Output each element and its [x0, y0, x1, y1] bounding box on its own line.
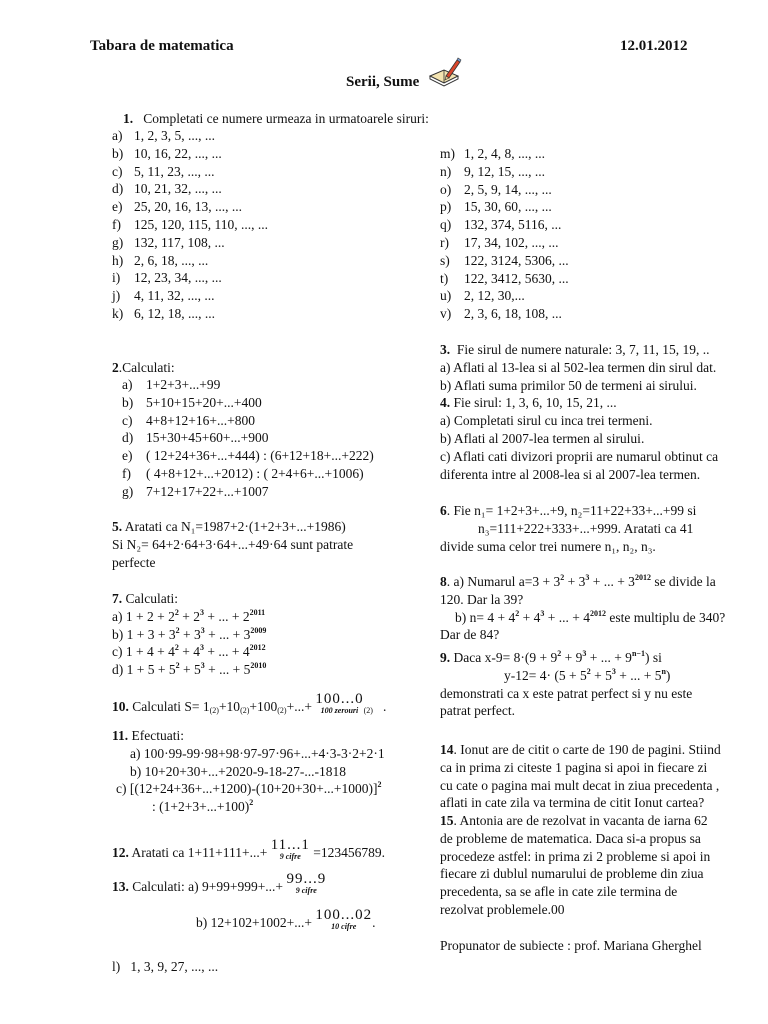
list-item-text: 2, 5, 9, 14, ..., ...: [464, 181, 552, 197]
list-item-label: d): [112, 181, 124, 197]
list-item-text: 17, 34, 102, ..., ...: [464, 234, 559, 250]
problem-7-b: b) $1 + 3 + 3^2 + 3^3$ + ... + $3^{2009}$: [112, 625, 267, 642]
list-item: [122, 447, 422, 465]
list-item: [112, 127, 412, 145]
problem-2-list: [122, 376, 422, 501]
list-item: [112, 287, 412, 305]
list-item: [440, 198, 740, 216]
problem-1-number: 1.: [123, 111, 134, 126]
list-item-label: g): [122, 483, 134, 499]
list-item-label: s): [440, 252, 450, 268]
problem-3-number: 3.: [440, 342, 451, 357]
list-item-text: 7+12+17+22+...+1007: [146, 483, 269, 499]
book-pencil-icon: [426, 56, 462, 90]
list-item-text: 122, 3412, 5630, ...: [464, 270, 569, 286]
problem-3: 3. Fie sirul de numere naturale: 3, 7, 11, 15, 19, .. a) Aflati al 13-lea si al 502-lea termen din sirul dat. b) Aflati suma primilor 50 de termeni ai sirului. 4. Fie sirul: 1, 3, 6, 10, 15, 21, ... a) Completati sirul cu inca trei termeni. b) Aflati al 2007-lea termen al sirului. c) Aflati cati divizori proprii are numarul obtinut ca diferenta intre al 2008-lea si al 2007-lea termen.: [440, 342, 719, 482]
list-item-text: 1, 2, 3, 5, ..., ...: [134, 128, 215, 143]
list-item: [122, 429, 422, 447]
list-item-label: c): [122, 412, 133, 428]
list-item-label: o): [440, 181, 452, 197]
author-credit: Propunator de subiecte : prof. Mariana Gherghel: [440, 938, 702, 953]
list-item-label: v): [440, 306, 452, 322]
problem-13a: 13. Calculati: a) 9+99+999+...+ 99...9 9 cifre: [112, 871, 327, 895]
problem-10-stack: 100...0 100 zerouri: [315, 691, 364, 715]
problem-7-d: d) $1 + 5 + 5^2 + 5^3$ + ... + $5^{2010}$: [112, 661, 267, 678]
list-item: [440, 234, 740, 252]
problem-13-number: 13.: [112, 879, 129, 894]
list-item: [440, 181, 740, 199]
problem-9: 9. Daca $x-9= 8\cdot(9 + 9^2 + 9^3$ + ... + $9^{n-1}$) si $y-12= 4\cdot (5 + 5^2 + 5^3$ + ... + $5^n$) demonstrati ca x este patrat perfect si y nu este patrat perfect.: [440, 649, 693, 719]
camp-title: Tabara de matematica: [90, 38, 234, 54]
problem-6: 6. Fie n₁= 1+2+3+...+9, n₂=11+22+33+...+99 si n₃=111+222+333+...+999. Aratati ca 41 divide suma celor trei numere n₁, n₂, n₃.: [440, 503, 697, 554]
list-item-text: 15, 30, 60, ..., ...: [464, 199, 552, 215]
problem-14-number: 14: [440, 742, 454, 757]
problem-11-a: a) 100·99-99·98+98·97-97·96+...+4·3-3·2+2·1: [130, 745, 385, 761]
list-item: [112, 252, 412, 270]
problem-10-number: 10.: [112, 699, 129, 714]
list-item: [122, 483, 422, 501]
list-item-label: n): [440, 163, 452, 179]
list-item-label: q): [440, 217, 452, 233]
page-title: Serii, Sume: [346, 74, 420, 90]
list-item: [112, 163, 412, 181]
list-item-text: 4+8+12+16+...+800: [146, 412, 255, 428]
list-item: [112, 216, 412, 234]
list-item-label: a): [112, 128, 123, 143]
problem-11-number: 11.: [112, 728, 129, 743]
problem-11-b: b) 10+20+30+...+2020-9-18-27-...-1818: [130, 763, 347, 779]
list-item-text: 10, 21, 32, ..., ...: [134, 181, 222, 197]
problem-12: 12. Aratati ca 1+11+111+...+ 11...1 9 cifre =123456789.: [112, 837, 386, 861]
problem-7-number: 7.: [112, 591, 123, 606]
list-item-text: 2, 6, 18, ..., ...: [134, 252, 209, 268]
problem-1-heading: [123, 110, 429, 127]
problem-5-line-1: Aratati ca N₁=1987+2·(1+2+3+...+1986): [124, 519, 346, 534]
list-item-label: m): [440, 146, 455, 161]
list-item-text: 4, 11, 32, ..., ...: [134, 288, 215, 304]
problem-7-title: Calculati:: [125, 591, 178, 606]
list-item-text: 1, 2, 4, 8, ..., ...: [464, 146, 545, 161]
problem-2-title: .Calculati:: [118, 360, 175, 375]
list-item-label: e): [112, 199, 123, 215]
list-item-label: h): [112, 252, 124, 268]
list-item-label: a): [122, 377, 133, 392]
list-item: [440, 287, 740, 305]
list-item-label: e): [122, 448, 133, 464]
problem-8: 8. a) Numarul $a=3 + 3^2 + 3^3$ + ... + $3^{2012}$ se divide la 120. Dar la 39? b) $n= 4 + 4^2 + 4^3$ + ... + $4^{2012}$ este multiplu de 340? Dar de 84?: [440, 573, 726, 643]
list-item-text: 2, 3, 6, 18, 108, ...: [464, 306, 562, 322]
list-item-text: 125, 120, 115, 110, ..., ...: [134, 216, 268, 232]
list-item: [112, 198, 412, 216]
problem-2-heading: [112, 359, 175, 376]
problem-11-c: c) $[(12+24+36+...+1200)-(10+20+30+...+1000)]^2$: [116, 780, 382, 797]
list-item: [112, 269, 412, 287]
list-item-label: i): [112, 270, 121, 286]
problem-13b: b) 12+102+1002+...+ 100...02 10 cifre .: [196, 907, 376, 931]
list-item: [122, 465, 422, 483]
list-item-text: ( 12+24+36+...+444) : (6+12+18+...+222): [146, 448, 374, 464]
list-item-text: 1+2+3+...+99: [146, 377, 221, 392]
list-item-label: g): [112, 234, 124, 250]
sequence-list-left: [112, 127, 412, 323]
problem-7-c: c) $1 + 4 + 4^2 + 4^3$ + ... + $4^{2012}$: [112, 643, 266, 660]
list-item-text: 132, 374, 5116, ...: [464, 217, 562, 233]
sequence-item-l: l) 1, 3, 9, 27, ..., ...: [112, 959, 219, 974]
problem-5-line-3: perfecte: [112, 554, 156, 570]
list-item-label: u): [440, 288, 452, 304]
list-item-label: b): [122, 394, 134, 410]
problem-5-line-2: Si N₂= 64+2·64+3·64+...+49·64 sunt patrate: [112, 536, 354, 552]
problem-4-number: 4.: [440, 395, 451, 411]
list-item: [440, 305, 740, 323]
list-item-text: 132, 117, 108, ...: [134, 234, 225, 250]
list-item-text: 10, 16, 22, ..., ...: [134, 145, 222, 161]
list-item: [112, 145, 412, 163]
list-item-label: f): [112, 216, 121, 232]
list-item-text: 9, 12, 15, ..., ...: [464, 163, 545, 179]
problem-9-number: 9.: [440, 650, 451, 665]
list-item-label: c): [112, 163, 123, 179]
list-item: [440, 270, 740, 288]
list-item-label: d): [122, 430, 134, 446]
list-item-label: f): [122, 465, 131, 481]
list-item-text: 5+10+15+20+...+400: [146, 394, 262, 410]
problem-12-number: 12.: [112, 845, 129, 860]
problem-13a-stack: 99...9 9 cifre: [286, 871, 327, 895]
problem-11: [112, 727, 385, 816]
problem-2-number: 2: [112, 360, 119, 375]
problem-7-a: a) $1 + 2 + 2^2 + 2^3$ + ... + $2^{2011}$: [112, 607, 266, 624]
list-item: [440, 145, 740, 163]
problem-6-number: 6: [440, 503, 447, 518]
problem-7: [112, 590, 266, 679]
problem-12-stack: 11...1 9 cifre: [270, 837, 310, 861]
list-item-text: 25, 20, 16, 13, ..., ...: [134, 199, 242, 215]
list-item: [112, 305, 412, 323]
date: 12.01.2012: [620, 38, 688, 54]
problem-5-number: 5.: [112, 519, 123, 534]
problem-15-number: 15: [440, 813, 454, 828]
list-item: [122, 412, 422, 430]
problem-1-title: Completati ce numere urmeaza in urmatoarele siruri:: [143, 111, 429, 126]
list-item-text: ( 4+8+12+...+2012) : ( 2+4+6+...+1006): [146, 465, 364, 481]
list-item-label: r): [440, 234, 449, 250]
problem-10: 10. Calculati $S= 1_{(2)}+10_{(2)}+100_{(2)}+...+$ 100...0 100 zerouri $_{(2)}$ .: [112, 691, 387, 715]
list-item-label: k): [112, 305, 124, 321]
problem-11-c-2: : $(1+2+3+...+100)^2$: [152, 798, 254, 815]
list-item: [122, 376, 422, 394]
problem-14: 14. Ionut are de citit o carte de 190 de pagini. Stiind ca in prima zi citeste 1 pagina si apoi in fiecare zi cu cate o pagina mai mult decat in ziua precedenta , aflati in cate zila va termina de citit Ionut cartea?: [440, 742, 721, 811]
problem-5: [112, 518, 353, 571]
sequence-list-right: [440, 145, 740, 323]
list-item-text: 2, 12, 30,...: [464, 288, 525, 304]
list-item-text: 5, 11, 23, ..., ...: [134, 163, 215, 179]
list-item-label: p): [440, 199, 452, 215]
problem-11-title: Efectuati:: [131, 728, 184, 743]
problem-15: 15. Antonia are de rezolvat in vacanta de iarna 62 de probleme de matematica. Daca si-a propus sa procedeze astfel: in prima zi 2 probleme si apoi in fiecare zi dublul numarului de probleme din ziua precedenta, sa se afle in cate zile termina de rezolvat problemele.00: [440, 813, 711, 917]
list-item-text: 6, 12, 18, ..., ...: [134, 305, 215, 321]
problem-13b-stack: 100...02 10 cifre: [315, 907, 373, 931]
list-item-label: j): [112, 288, 121, 304]
list-item-text: 15+30+45+60+...+900: [146, 430, 269, 446]
list-item-label: b): [112, 145, 124, 161]
list-item: [440, 216, 740, 234]
problem-8-number: 8: [440, 574, 447, 589]
list-item: [112, 234, 412, 252]
list-item-label: t): [440, 270, 449, 286]
list-item: [440, 163, 740, 181]
list-item: [440, 252, 740, 270]
list-item: [122, 394, 422, 412]
list-item-text: 12, 23, 34, ..., ...: [134, 270, 222, 286]
list-item-text: 122, 3124, 5306, ...: [464, 252, 569, 268]
list-item: [112, 180, 412, 198]
